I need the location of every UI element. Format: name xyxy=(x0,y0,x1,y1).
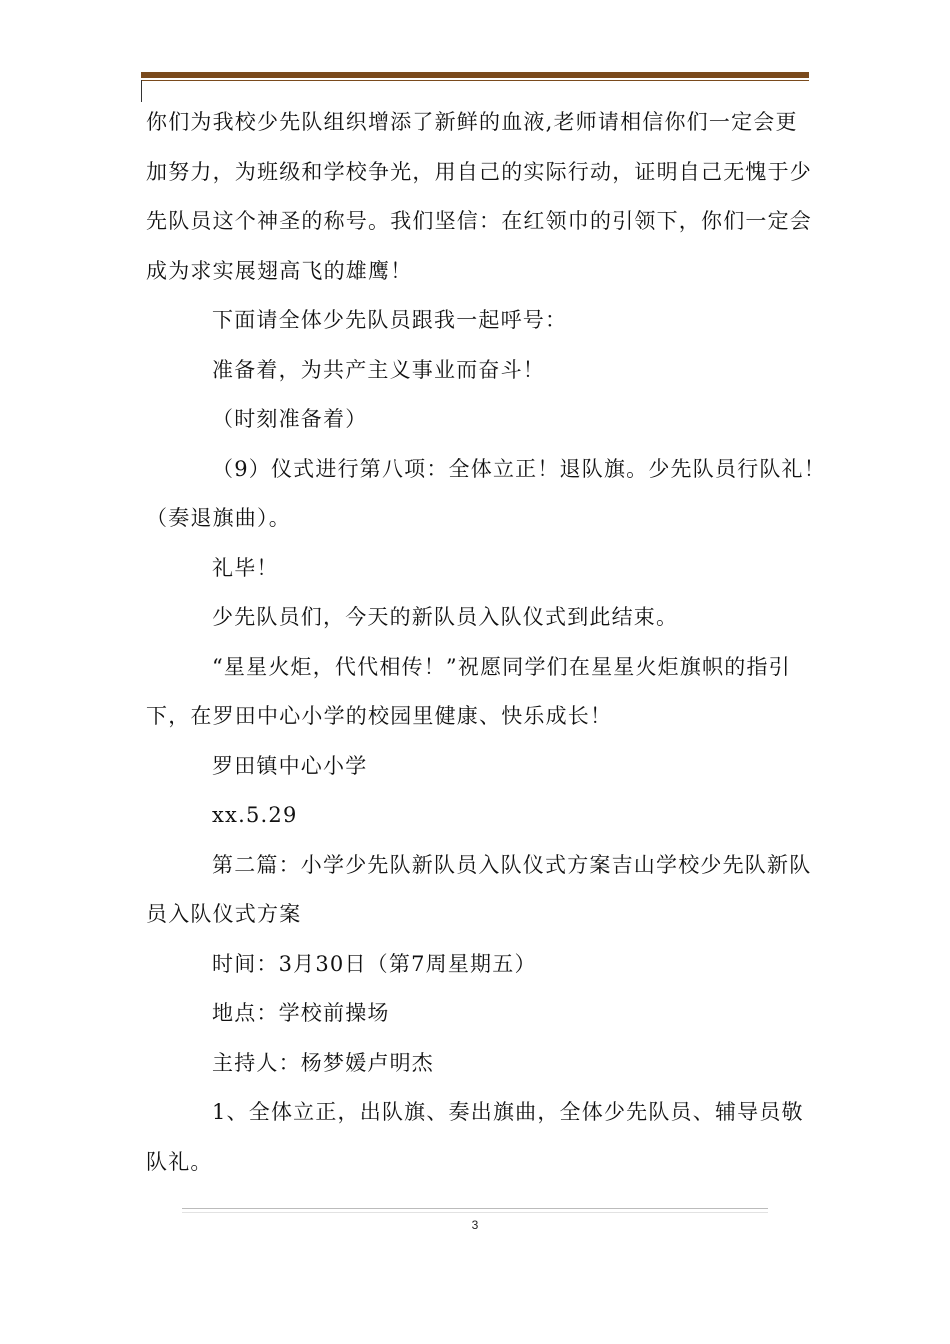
text-line: 地点：学校前操场 xyxy=(212,1001,390,1025)
footer-rule xyxy=(182,1208,768,1209)
page-number: 3 xyxy=(471,1218,479,1232)
text-line: 下，在罗田中心小学的校园里健康、快乐成长！ xyxy=(146,704,613,728)
text-line: xx.5.29 xyxy=(212,803,298,827)
text-line: 加努力，为班级和学校争光，用自己的实际行动，证明自己无愧于少 xyxy=(146,159,812,184)
header-rule-thick xyxy=(141,72,809,78)
text-line: 时间：3月30日（第7周星期五） xyxy=(212,951,537,976)
text-line: 第二篇：小学少先队新队员入队仪式方案吉山学校少先队新队 xyxy=(212,852,812,877)
text-line: 准备着，为共产主义事业而奋斗！ xyxy=(212,357,545,382)
footer-rule-secondary xyxy=(182,1212,768,1213)
document-body xyxy=(146,98,826,1187)
text-line: （奏退旗曲）。 xyxy=(146,506,291,530)
text-line: “星星火炬，代代相传！”祝愿同学们在星星火炬旗帜的指引 xyxy=(212,654,791,679)
text-line: 礼毕！ xyxy=(212,555,279,580)
text-line: 少先队员们，今天的新队员入队仪式到此结束。 xyxy=(212,605,679,629)
text-line: （9）仪式进行第八项：全体立正！退队旗。少先队员行队礼！ xyxy=(212,456,826,481)
text-line: 你们为我校少先队组织增添了新鲜的血液,老师请相信你们一定会更 xyxy=(146,110,798,134)
text-line: 1、全体立正，出队旗、奏出旗曲，全体少先队员、辅导员敬 xyxy=(212,1100,804,1124)
text-line: 队礼。 xyxy=(146,1149,213,1174)
text-line: 罗田镇中心小学 xyxy=(212,753,368,778)
text-line: 成为求实展翅高飞的雄鹰！ xyxy=(146,258,413,283)
text-line: 员入队仪式方案 xyxy=(146,902,302,926)
header-corner-mark xyxy=(141,80,142,102)
text-line: 先队员这个神圣的称号。我们坚信：在红领巾的引领下，你们一定会 xyxy=(146,209,812,233)
text-line: 主持人：杨梦媛卢明杰 xyxy=(212,1050,434,1075)
text-line: （时刻准备着） xyxy=(212,407,368,431)
header-rule-thin xyxy=(141,80,809,81)
text-line: 下面请全体少先队员跟我一起呼号： xyxy=(212,308,568,332)
